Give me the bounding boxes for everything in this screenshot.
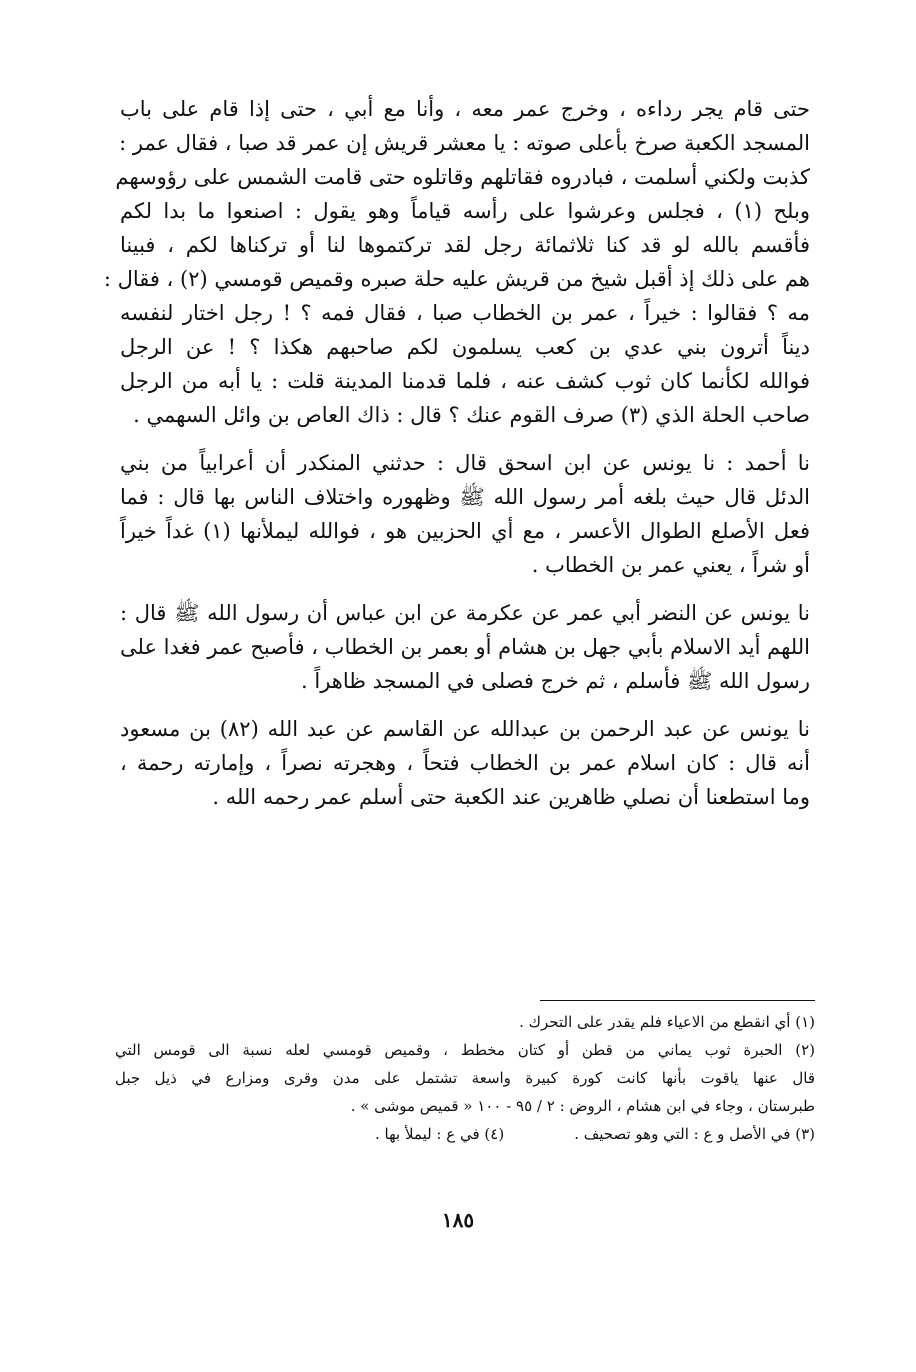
paragraph-yunus-ibn-abbas xyxy=(120,596,810,698)
text-line: رسول الله ﷺ فأسلم ، ثم خرج فصلى في المسجد ظاهراً . xyxy=(301,669,810,693)
text-line: صاحب الحلة الذي (٣) صرف القوم عنك ؟ قال : ذاك العاص بن وائل السهمي . xyxy=(133,403,810,427)
text-line: كذبت ولكني أسلمت ، فبادروه فقاتلهم وقاتلوه حتى قامت الشمس على رؤوسهم xyxy=(115,165,810,189)
text-line: مه ؟ فقالوا : خيراً ، عمر بن الخطاب صبا ، فقال فمه ؟ ! رجل اختار لنفسه xyxy=(120,301,810,325)
footnote-divider xyxy=(540,1000,815,1001)
text-line: فوالله لكأنما كان ثوب كشف عنه ، فلما قدمنا المدينة قلت : يا أبه من الرجل xyxy=(120,369,810,393)
footnote-4: (٤) في ع : ليملأ بها . xyxy=(374,1125,505,1143)
paragraph-yunus-ibn-masud xyxy=(120,712,810,814)
footnotes xyxy=(115,1008,815,1148)
main-text xyxy=(103,92,811,814)
text-line: نا يونس عن النضر أبي عمر عن عكرمة عن ابن عباس أن رسول الله ﷺ قال : xyxy=(120,601,810,625)
footnote-2-line-1: (٢) الحبرة ثوب يماني من قطن أو كتان مخطط ، وقميص قومسي لعله نسبة الى قومس التي xyxy=(115,1041,815,1059)
text-line: الدئل قال حيث بلغه أمر رسول الله ﷺ وظهوره واختلاف الناس بها قال : فما xyxy=(120,485,810,509)
footnotes-3-4-row xyxy=(115,1120,815,1148)
footnote-1: (١) أي انقطع من الاعياء فلم يقدر على التحرك . xyxy=(519,1013,815,1031)
text-line: نا يونس عن عبد الرحمن بن عبدالله عن القاسم عن عبد الله (٨٢) بن مسعود xyxy=(120,717,811,741)
text-line: اللهم أيد الاسلام بأبي جهل بن هشام أو بعمر بن الخطاب ، فأصبح عمر فغدا على xyxy=(120,635,810,659)
text-line: أو شراً ، يعني عمر بن الخطاب . xyxy=(531,553,810,577)
text-line: المسجد الكعبة صرخ بأعلى صوته : يا معشر قريش إن عمر قد صبا ، فقال عمر : xyxy=(119,131,810,155)
text-line: أنه قال : كان اسلام عمر بن الخطاب فتحاً ، وهجرته نصراً ، وإمارته رحمة ، xyxy=(120,751,810,775)
text-line: هم على ذلك إذ أقبل شيخ من قريش عليه حلة صبره وقميص قومسي (٢) ، فقال : xyxy=(103,267,810,291)
text-line: وما استطعنا أن نصلي ظاهرين عند الكعبة حتى أسلم عمر رحمه الله . xyxy=(212,785,810,809)
paragraph-ahmad-yunus-ibn-ishaq xyxy=(120,446,810,582)
paragraph-umar-conversion-narrative xyxy=(103,92,810,432)
text-line: وبلح (١) ، فجلس وعرشوا على رأسه قياماً وهو يقول : اصنعوا ما بدا لكم xyxy=(120,199,810,223)
page-number: ١٨٥ xyxy=(441,1208,475,1232)
footnote-2-line-2: قال عنها ياقوت بأنها كانت كورة كبيرة واسعة تشتمل على مدن وقرى ومزارع في ذيل جبل xyxy=(115,1069,815,1087)
footnote-3: (٣) في الأصل و ع : التي وهو تصحيف . xyxy=(574,1125,815,1143)
text-line: حتى قام يجر رداءه ، وخرج عمر معه ، وأنا مع أبي ، حتى إذا قام على باب xyxy=(120,97,810,121)
text-line: فأقسم بالله لو قد كنا ثلاثمائة رجل لقد تركتموها لنا أو تركناها لكم ، فبينا xyxy=(120,233,810,257)
footnote-2-line-3: طبرستان ، وجاء في ابن هشام ، الروض : ٢ / ٩٥ - ١٠٠ « قميص موشى » . xyxy=(350,1097,815,1115)
text-line: ديناً أترون بني عدي بن كعب يسلمون لكم صاحبهم هكذا ؟ ! عن الرجل xyxy=(120,335,810,359)
text-line: نا أحمد : نا يونس عن ابن اسحق قال : حدثني المنكدر أن أعرابياً من بني xyxy=(120,451,810,475)
text-line: فعل الأصلع الطوال الأعسر ، مع أي الحزبين هو ، فوالله ليملأنها (١) غداً خيراً xyxy=(120,519,810,543)
